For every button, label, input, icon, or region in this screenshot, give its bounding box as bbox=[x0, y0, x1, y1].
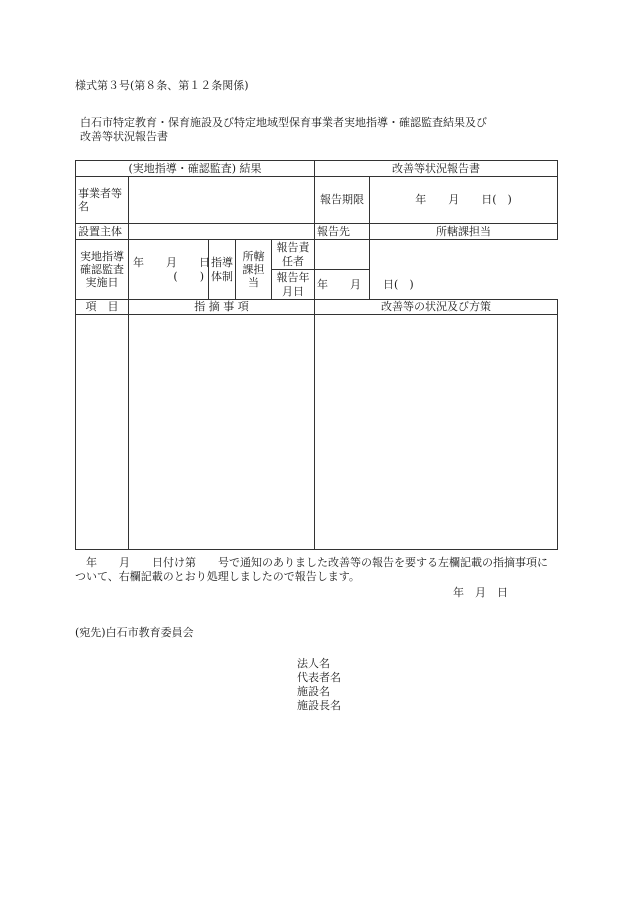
facility-name-label: 施設名 bbox=[297, 685, 330, 698]
facility-head-name-label: 施設長名 bbox=[297, 699, 341, 712]
results-header: (実地指導・確認監査) 結果 bbox=[76, 161, 315, 177]
corporation-name-label: 法人名 bbox=[297, 657, 330, 670]
inspection-date-value: 年 月 日 bbox=[133, 256, 210, 270]
notice-line1: 年 月 日付け第 号で通知のありました改善等の報告を要する左欄記載の指摘事項に bbox=[75, 556, 548, 569]
report-date-label: 報告年月日 bbox=[272, 270, 315, 300]
report-to-label: 報告先 bbox=[315, 224, 370, 240]
item-column-header: 項 目 bbox=[76, 300, 129, 315]
report-person-field[interactable] bbox=[315, 240, 370, 270]
establishing-body-label: 設置主体 bbox=[76, 224, 129, 240]
guidance-system-label: 指導体制 bbox=[209, 240, 236, 300]
improvements-column-header: 改善等の状況及び方策 bbox=[315, 300, 558, 315]
findings-column-body[interactable] bbox=[129, 315, 315, 550]
inspection-date-field[interactable] bbox=[129, 240, 209, 300]
inspection-date-label: 実地指導確認監査実施日 bbox=[76, 240, 129, 300]
establishing-body-field[interactable] bbox=[129, 224, 315, 240]
improvement-report-header: 改善等状況報告書 bbox=[315, 161, 558, 177]
item-column-body[interactable] bbox=[76, 315, 129, 550]
inspection-weekday-value: ( ) bbox=[173, 269, 204, 283]
findings-column-header: 指 摘 事 項 bbox=[129, 300, 315, 315]
report-person-label: 報告責任者 bbox=[272, 240, 315, 270]
form-number: 様式第３号(第８条、第１２条関係) bbox=[75, 79, 249, 92]
report-deadline-value[interactable]: 年 月 日( ) bbox=[370, 177, 558, 224]
addressee: (宛先)白石市教育委員会 bbox=[75, 626, 194, 639]
business-name-label: 事業者等名 bbox=[76, 177, 129, 224]
report-to-value: 所轄課担当 bbox=[370, 224, 558, 240]
jurisdiction-label: 所轄課担当 bbox=[236, 240, 272, 300]
report-date-value[interactable]: 年 月 日( ) bbox=[315, 270, 370, 300]
improvements-column-body[interactable] bbox=[315, 315, 558, 550]
notice-line2: ついて、右欄記載のとおり処理しましたので報告します。 bbox=[75, 570, 360, 583]
document-title-line1: 白石市特定教育・保育施設及び特定地域型保育事業者実地指導・確認監査結果及び bbox=[80, 116, 487, 129]
document-title-line2: 改善等状況報告書 bbox=[80, 130, 168, 143]
report-deadline-label: 報告期限 bbox=[315, 177, 370, 224]
business-name-field[interactable] bbox=[129, 177, 315, 224]
representative-name-label: 代表者名 bbox=[297, 671, 341, 684]
report-form-table bbox=[75, 160, 558, 550]
submission-date: 年 月 日 bbox=[453, 586, 508, 599]
